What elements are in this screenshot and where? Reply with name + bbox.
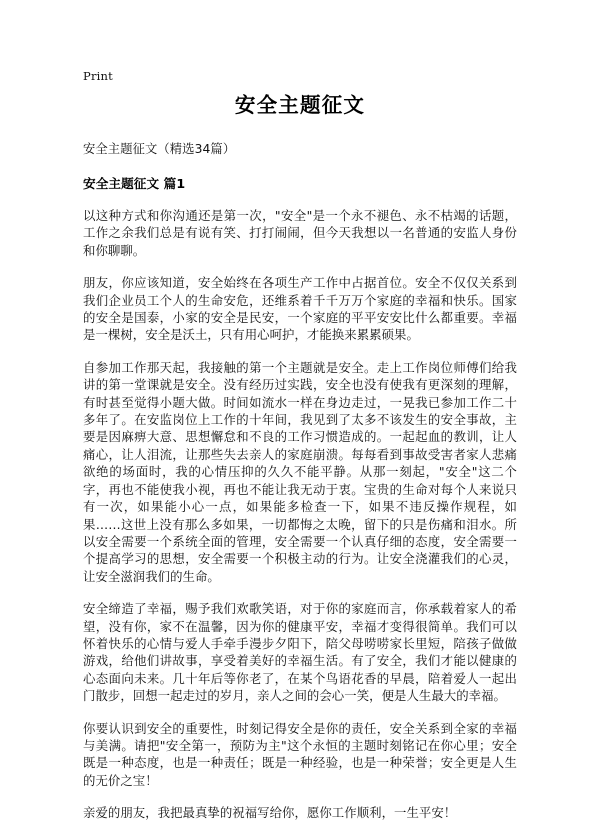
- body-paragraph: 以这种方式和你沟通还是第一次，"安全"是一个永不褪色、永不枯竭的话题，工作之余我们总是有说有笑、打打闹闹，但今天我想以一名普通的安监人身份和你聊聊。: [83, 208, 517, 258]
- body-paragraph: 你要认识到安全的重要性，时刻记得安全是你的责任，安全关系到全家的幸福与美满。请把"安全第一，预防为主"这个永恒的主题时刻铭记在你心里；安全既是一种态度，也是一种责任；既是一种经验，也是一种荣誉；安全更是人生的无价之宝！: [83, 720, 517, 788]
- print-button[interactable]: Print: [83, 69, 113, 83]
- section-heading: 安全主题征文 篇1: [83, 176, 186, 191]
- body-paragraph: 亲爱的朋友，我把最真挚的祝福写给你，愿你工作顺利，一生平安！: [83, 805, 457, 821]
- body-paragraph: 朋友，你应该知道，安全始终在各项生产工作中占据首位。安全不仅仅关系到我们企业员工个人的生命安危，还维系着千千万万个家庭的幸福和快乐。国家的安全是国泰，小家的安全是民安，一个家庭的平平安安比什么都重要。幸福是一棵树，安全是沃土，只有用心呵护，才能换来累累硕果。: [83, 275, 517, 343]
- body-paragraph: 安全缔造了幸福，赐予我们欢歌笑语，对于你的家庭而言，你承载着家人的希望，没有你，家不在温馨，因为你的健康平安，幸福才变得很简单。我们可以怀着快乐的心情与爱人手牵手漫步夕阳下，陪父母唠唠家长里短，陪孩子做做游戏，给他们讲故事，享受着美好的幸福生活。有了安全，我们才能以健康的心态面向未来。几十年后等你老了，在某个鸟语花香的早晨，陪着爱人一起出门散步，回想一起走过的岁月，亲人之间的会心一笑，便是人生最大的幸福。: [83, 601, 517, 704]
- document-body: [83, 92, 517, 822]
- document-subtitle: 安全主题征文（精选34篇）: [83, 142, 236, 156]
- page-title: 安全主题征文: [234, 93, 366, 117]
- body-paragraph: 自参加工作那天起，我接触的第一个主题就是安全。走上工作岗位师傅们给我讲的第一堂课就是安全。没有经历过实践，安全也没有使我有更深刻的理解，有时甚至觉得小题大做。时间如流水一样在身边走过，一晃我已参加工作二十多年了。在安监岗位上工作的十年间，我见到了太多不该发生的安全事故，主要是因麻痹大意、思想懈怠和不良的工作习惯造成的。一起起血的教训，让人痛心，让人泪流，让那些失去亲人的家庭崩溃。每每看到事故受害者家人悲痛欲绝的场面时，我的心情压抑的久久不能平静。从那一刻起，"安全"这二个字，再也不能使我小视，再也不能让我无动于衷。宝贵的生命对每个人来说只有一次，如果能小心一点，如果能多检查一下，如果不违反操作规程，如果……这世上没有那么多如果，一切都悔之太晚，留下的只是伤痛和泪水。所以安全需要一个系统全面的管理，安全需要一个认真仔细的态度，安全需要一个提高学习的思想，安全需要一个积极主动的行为。让安全浇灌我们的心灵，让安全滋润我们的生命。: [83, 359, 517, 584]
